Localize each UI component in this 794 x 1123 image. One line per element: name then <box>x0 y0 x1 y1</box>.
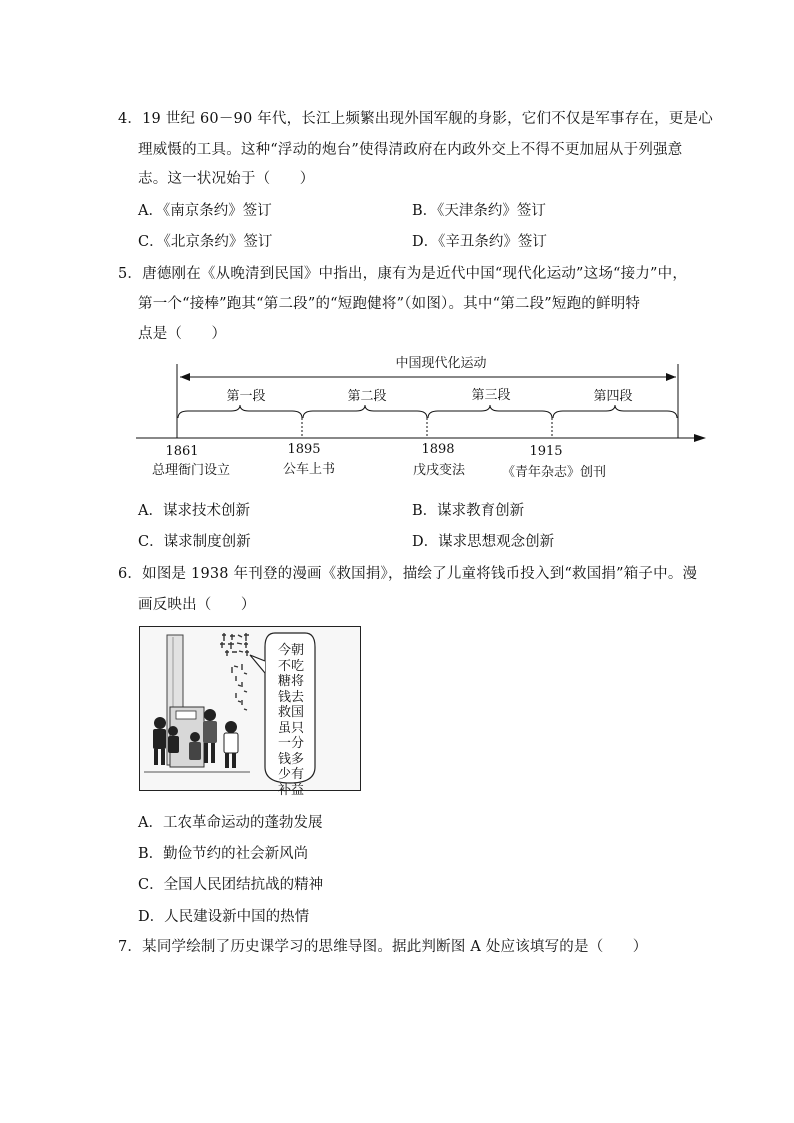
event-youth-magazine: 《青年杂志》创刊 <box>501 465 607 480</box>
q5-stem-line2: 第一个“接棒”跑其“第二段”的“短跑健将”（如图）。其中“第二段”短跑的鲜明特 <box>138 296 641 312</box>
q4-stem-line1: 4．19 世纪 60－90 年代，长江上频繁出现外国军舰的身影，它们不仅是军事存在，更是心 <box>118 111 713 127</box>
year-1861: 1861 <box>165 444 199 459</box>
q6-stem-line2: 画反映出（ ） <box>138 597 256 613</box>
timeline-axis-arrowhead <box>694 434 706 442</box>
event-wuxu-reform: 戊戌变法 <box>412 463 466 478</box>
segment-label-3: 第三段 <box>471 388 511 403</box>
timeline-span-arrow-right-head <box>666 373 676 381</box>
q5-option-b[interactable]: B．谋求教育创新 <box>412 503 525 519</box>
modernization-timeline-figure <box>136 348 710 488</box>
cartoon-calligraphy <box>220 633 249 710</box>
q5-option-c[interactable]: C．谋求制度创新 <box>138 534 251 550</box>
timeline-title: 中国现代化运动 <box>395 356 487 371</box>
q4-option-a[interactable]: A．《南京条约》签订 <box>138 203 272 219</box>
q5-option-a[interactable]: A．谋求技术创新 <box>138 503 250 519</box>
q4-stem-line3: 志。这一状况始于（ ） <box>138 171 315 187</box>
cartoon-illustration <box>140 627 359 789</box>
q7-stem-line1: 7．某同学绘制了历史课学习的思维导图。据此判断图 A 处应该填写的是（ ） <box>118 939 648 955</box>
cartoon-speech-text: 今朝不吃糖将钱去救国虽只一分钱多少有补益 <box>277 643 304 798</box>
q5-option-d[interactable]: D．谋求思想观念创新 <box>412 534 555 550</box>
year-1898: 1898 <box>421 442 455 457</box>
year-1915: 1915 <box>529 444 563 459</box>
q4-option-d[interactable]: D．《辛丑条约》签订 <box>412 234 547 250</box>
q4-stem-line2: 理威慑的工具。这种“浮动的炮台”使得清政府在内政外交上不得不更加屈从于列强意 <box>138 142 683 158</box>
segment-label-4: 第四段 <box>593 389 633 404</box>
q6-stem-line1: 6．如图是 1938 年刊登的漫画《救国捐》，描绘了儿童将钱币投入到“救国捐”箱子中。漫 <box>118 566 698 582</box>
segment-brace-2 <box>303 405 427 418</box>
segment-brace-4 <box>553 405 677 418</box>
event-zongli-yamen: 总理衙门设立 <box>151 463 231 478</box>
year-1895: 1895 <box>287 442 321 457</box>
q4-option-c[interactable]: C．《北京条约》签订 <box>138 234 273 250</box>
q6-option-b[interactable]: B．勤俭节约的社会新风尚 <box>138 846 309 862</box>
segment-brace-1 <box>178 405 302 418</box>
timeline-span-arrow-left-head <box>180 373 190 381</box>
segment-label-1: 第一段 <box>226 389 266 404</box>
q6-option-d[interactable]: D．人民建设新中国的热情 <box>138 909 310 925</box>
q6-option-a[interactable]: A．工农革命运动的蓬勃发展 <box>138 815 323 831</box>
q6-option-c[interactable]: C．全国人民团结抗战的精神 <box>138 877 324 893</box>
q5-stem-line3: 点是（ ） <box>138 326 227 342</box>
q5-stem-line1: 5．唐德刚在《从晚清到民国》中指出，康有为是近代中国“现代化运动”这场“接力”中， <box>118 266 688 282</box>
cartoon-donation-image <box>139 626 361 791</box>
segment-label-2: 第二段 <box>347 389 387 404</box>
q4-option-b[interactable]: B．《天津条约》签订 <box>412 203 546 219</box>
segment-brace-3 <box>428 405 552 418</box>
event-gongche-shangshu: 公车上书 <box>282 462 336 477</box>
